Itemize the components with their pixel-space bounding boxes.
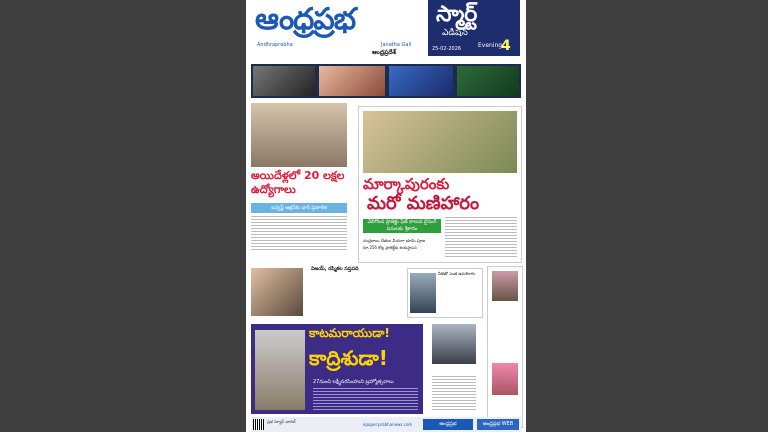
right-story-headline-2: మరో మణిహారం <box>367 193 480 214</box>
teaser-strip <box>251 64 521 98</box>
movie-photo <box>251 268 303 316</box>
smart-edition-title: స్మార్ట్ <box>436 2 478 27</box>
left-story-text <box>251 216 347 252</box>
edition-number: 4 <box>501 38 511 54</box>
masthead <box>251 0 426 56</box>
footer-url[interactable]: epaper.prabhanews.com <box>363 422 413 427</box>
group-photo <box>363 111 517 173</box>
teaser-2[interactable] <box>319 66 385 96</box>
bullet-item: చంద్రబాబు చేతుల మీదుగా భూమి పూజ <box>363 238 426 243</box>
newspaper-logo: ఆంధ్రప్రభ <box>255 2 356 37</box>
side-photo-2 <box>492 363 518 395</box>
official-photo <box>432 324 476 364</box>
middle-box-headline: వీటితో ఎంత ఉపయోగం <box>438 271 476 276</box>
bottom-headline-2: కాద్రిశుడా! <box>309 346 388 370</box>
qr-code-icon <box>253 419 264 430</box>
right-story-text <box>445 217 517 257</box>
left-story-band: ఇన్వెస్ట్ ఆక్షన్‌కు భారీ ప్రణాళిక <box>251 203 347 213</box>
teaser-4[interactable] <box>457 66 519 96</box>
bottom-feature <box>251 324 423 414</box>
teaser-1[interactable] <box>253 66 315 96</box>
newspaper-page <box>246 0 526 432</box>
masthead-subtitle-left: Andhraprabha <box>257 42 293 48</box>
bullet-item: రూ.256 కోట్ల ప్రాజెక్ట్‌కు శంకుస్థాపన <box>363 245 417 250</box>
right-story-band: వెలిగొండ ప్రాజెక్టు ఫేజ్ కాలువ లైనింగ్ పనులకు శ్రీకారం <box>363 219 441 233</box>
footer-left-text: ప్రభ న్యూస్ ఛానల్ <box>267 419 296 424</box>
bottom-subheadline: 27నుంచి లక్ష్మీనరసింహుని బ్రహ్మోత్సవాలు <box>313 379 394 385</box>
bottom-story-2-text <box>432 376 476 410</box>
edition-evening: Evening <box>478 42 503 49</box>
right-story-bullets <box>363 237 443 251</box>
left-story-headline: అయిదేళ్లలో 20 లక్షల ఉద్యోగాలు <box>251 169 345 196</box>
left-story <box>251 103 347 253</box>
middle-headline: విజయ్, రష్మికల సప్తపది <box>311 266 359 272</box>
right-story <box>358 106 522 263</box>
footer-link-1[interactable]: ఆంధ్రప్రభ <box>423 419 473 430</box>
side-column <box>487 266 523 428</box>
edition-date: 25-02-2026 <box>432 46 462 52</box>
masthead-subtitle-right: Janatha Gali <box>381 42 412 48</box>
footer-bar <box>251 417 521 432</box>
middle-box <box>407 268 483 318</box>
bottom-story-2 <box>432 324 476 414</box>
middle-section <box>251 266 521 320</box>
right-story-headline-1: మార్కాపురంకు <box>363 175 450 193</box>
footer-link-2[interactable]: ఆంధ్రప్రభ WEB <box>477 419 519 430</box>
bottom-text <box>313 388 418 410</box>
temple-photo <box>255 330 305 410</box>
minister-photo <box>251 103 347 167</box>
side-photo <box>492 271 518 301</box>
bottom-headline-1: కాటమరాయుడా! <box>309 326 390 340</box>
smart-edition-label: ఎడిషన్ <box>442 28 468 38</box>
smart-edition-box <box>428 0 520 56</box>
teaser-3[interactable] <box>389 66 453 96</box>
phone-photo <box>410 273 436 313</box>
region-label: ఆంధ్రప్రదేశ్ <box>372 49 396 56</box>
